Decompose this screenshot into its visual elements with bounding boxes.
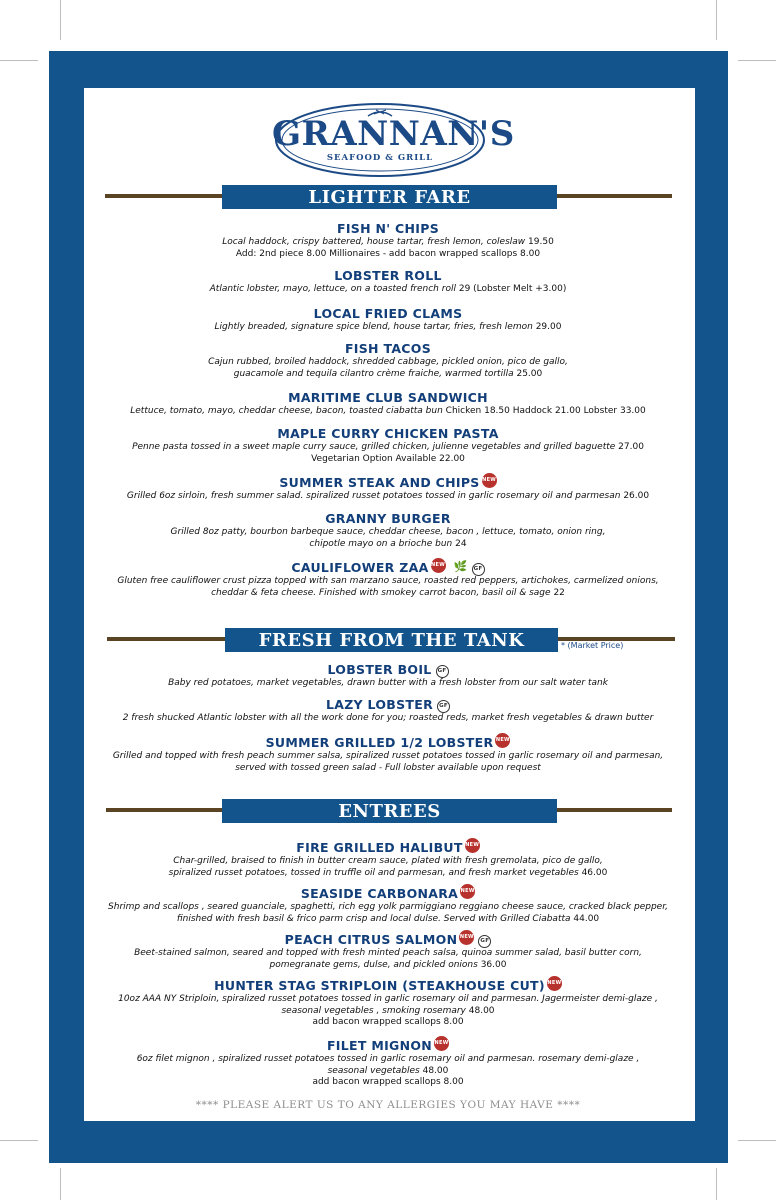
item-description: Shrimp and scallops , seared guanciale, spaghetti, rich egg yolk parmiggiano reggiano cheese sauce, cracked black pepper, [108, 902, 668, 912]
section-title-entrees: ENTREES [222, 799, 557, 823]
item-price: 22 [553, 587, 565, 598]
item-description: Baby red potatoes, market vegetables, drawn butter with a fresh lobster from our salt water tank [168, 678, 608, 688]
item-description: chipotle mayo on a brioche bun [309, 538, 453, 549]
leaf-icon: 🌿 [453, 560, 468, 573]
item-description: pomegranate gems, dulse, and pickled onions [269, 959, 478, 970]
item-name: HUNTER STAG STRIPLOIN (STEAKHOUSE CUT) [214, 978, 545, 993]
new-badge-icon: NEW [495, 733, 510, 748]
new-badge-icon: NEW [431, 558, 446, 573]
item-addons: add bacon wrapped scallops 8.00 [312, 1017, 464, 1027]
new-badge-icon: NEW [547, 976, 562, 991]
item-name: FIRE GRILLED HALIBUT [296, 840, 463, 855]
item-price: 29.00 [535, 322, 562, 332]
item-price: Chicken 18.50 Haddock 21.00 Lobster 33.00 [445, 406, 646, 416]
crop-mark [716, 0, 717, 40]
item-name: FISH N' CHIPS [337, 221, 439, 236]
item-price: 26.00 [623, 491, 650, 501]
item-price: 36.00 [480, 959, 507, 970]
menu-item [88, 511, 688, 550]
menu-item [88, 884, 688, 925]
item-description: 6oz filet mignon , spiralized russet potatoes tossed in garlic rosemary oil and parmesan. rosemary demi-glaze , [136, 1054, 640, 1064]
crop-mark [60, 0, 61, 40]
item-description: Local haddock, crispy battered, house tartar, fresh lemon, coleslaw [222, 237, 526, 247]
gluten-free-icon: GF [436, 665, 449, 678]
item-description: Penne pasta tossed in a sweet maple curry sauce, grilled chicken, julienne vegetables and grilled baguette [132, 442, 616, 452]
menu-item [88, 1036, 688, 1089]
logo-subtitle: SEAFOOD & GRILL [326, 153, 434, 163]
menu-item [88, 558, 688, 599]
item-price: 19.50 [528, 237, 554, 247]
item-description: Grilled 6oz sirloin, fresh summer salad. spiralized russet potatoes tossed in garlic rosemary oil and parmesan [126, 491, 621, 501]
gluten-free-icon: GF [478, 935, 491, 948]
menu-item [88, 838, 688, 879]
new-badge-icon: NEW [434, 1036, 449, 1051]
menu-item [88, 473, 688, 503]
menu-item [88, 697, 688, 725]
item-description: finished with fresh basil & frico parm crisp and local dulse. Served with Grilled Ciabatta [176, 913, 571, 924]
item-name: SUMMER STEAK AND CHIPS [279, 475, 480, 490]
section-title-fresh-tank: FRESH FROM THE TANK [225, 628, 558, 652]
item-name: FISH TACOS [344, 341, 432, 356]
item-description: Lightly breaded, signature spice blend, house tartar, fries, fresh lemon [214, 322, 533, 332]
crop-mark [738, 1140, 776, 1141]
item-description: Lettuce, tomato, mayo, cheddar cheese, bacon, toasted ciabatta bun [130, 406, 443, 416]
crop-mark [738, 60, 776, 61]
item-price: 44.00 [573, 913, 600, 924]
item-name: SEASIDE CARBONARA [300, 886, 459, 901]
item-name: PEACH CITRUS SALMON [284, 932, 458, 947]
item-addons: add bacon wrapped scallops 8.00 [312, 1077, 464, 1087]
section-title-lighter-fare: LIGHTER FARE [222, 185, 557, 209]
item-description: served with tossed green salad - Full lobster available upon request [235, 762, 541, 773]
item-description: Grilled and topped with fresh peach summer salsa, spiralized russet potatoes tossed in garlic rosemary oil and parmesan, [112, 751, 664, 761]
item-description: seasonal vegetables , smoking rosemary [281, 1005, 466, 1016]
item-description: seasonal vegetables [327, 1065, 420, 1076]
menu-item [88, 976, 688, 1029]
logo-title: GRANNAN'S [272, 114, 515, 154]
item-description: Gluten free cauliflower crust pizza topped with san marzano sauce, roasted red peppers, artichokes, carmelized onions, [117, 576, 659, 586]
item-description: 10oz AAA NY Striploin, spiralized russet potatoes tossed in garlic rosemary oil and parmesan. Jagermeister demi-glaze , [118, 994, 658, 1004]
item-description: cheddar & feta cheese. Finished with smokey carrot bacon, basil oil & sage [211, 587, 551, 598]
item-option: Vegetarian Option Available 22.00 [311, 453, 465, 464]
item-name: MARITIME CLUB SANDWICH [288, 390, 488, 405]
item-price: 48.00 [468, 1005, 495, 1016]
item-name: MAPLE CURRY CHICKEN PASTA [277, 426, 499, 441]
item-price: 48.00 [422, 1065, 449, 1076]
item-description: guacamole and tequila cilantro crème fraiche, warmed tortilla [233, 368, 514, 379]
menu-item [88, 426, 688, 465]
item-addons: Add: 2nd piece 8.00 Millionaires - add bacon wrapped scallops 8.00 [235, 248, 541, 259]
item-description: Grilled 8oz patty, bourbon barbeque sauce, cheddar cheese, bacon , lettuce, tomato, onion ring, [170, 527, 606, 537]
new-badge-icon: NEW [459, 930, 474, 945]
item-name: LOCAL FRIED CLAMS [313, 306, 463, 321]
gluten-free-icon: GF [437, 700, 450, 713]
item-price: 25.00 [516, 368, 543, 379]
item-price: 29 (Lobster Melt +3.00) [458, 284, 567, 294]
crop-mark [716, 1168, 717, 1200]
item-name: FILET MIGNON [326, 1038, 433, 1053]
menu-item [88, 341, 688, 380]
menu-item [88, 390, 688, 418]
new-badge-icon: NEW [482, 473, 497, 488]
item-name: SUMMER GRILLED 1/2 LOBSTER [265, 735, 494, 750]
menu-item [88, 662, 688, 690]
item-description: Cajun rubbed, broiled haddock, shredded cabbage, pickled onion, pico de gallo, [208, 357, 568, 367]
logo [272, 100, 515, 180]
new-badge-icon: NEW [460, 884, 475, 899]
item-description: Beet-stained salmon, seared and topped with fresh minted peach salsa, quinoa summer salad, basil butter corn, [134, 948, 642, 958]
item-description: Atlantic lobster, mayo, lettuce, on a toasted french roll [209, 284, 456, 294]
item-price: 24 [455, 538, 467, 549]
item-name: LOBSTER BOIL [327, 662, 432, 677]
item-price: 27.00 [618, 442, 644, 452]
item-description: 2 fresh shucked Atlantic lobster with all the work done for you; roasted reds, market fresh vegetables & drawn butter [122, 713, 654, 723]
new-badge-icon: NEW [465, 838, 480, 853]
menu-item [88, 733, 688, 774]
item-description: spiralized russet potatoes, tossed in truffle oil and parmesan, and fresh market vegetables [168, 867, 579, 878]
item-name: LAZY LOBSTER [325, 697, 434, 712]
crop-mark [60, 1168, 61, 1200]
allergy-notice: **** PLEASE ALERT US TO ANY ALLERGIES YOU MAY HAVE **** [195, 1099, 581, 1111]
gluten-free-icon: GF [472, 563, 485, 576]
menu-item [88, 930, 688, 971]
crop-mark [0, 60, 38, 61]
menu-item [88, 221, 688, 260]
menu-item [88, 306, 688, 334]
menu-item [88, 268, 688, 296]
item-name: CAULIFLOWER ZAA [291, 560, 429, 575]
item-name: LOBSTER ROLL [334, 268, 442, 283]
crop-mark [0, 1140, 38, 1141]
item-name: GRANNY BURGER [325, 511, 451, 526]
item-description: Char-grilled, braised to finish in butter cream sauce, plated with fresh gremolata, pico de gallo, [173, 856, 603, 866]
market-price-note: * (Market Price) [561, 641, 624, 650]
item-price: 46.00 [581, 867, 608, 878]
